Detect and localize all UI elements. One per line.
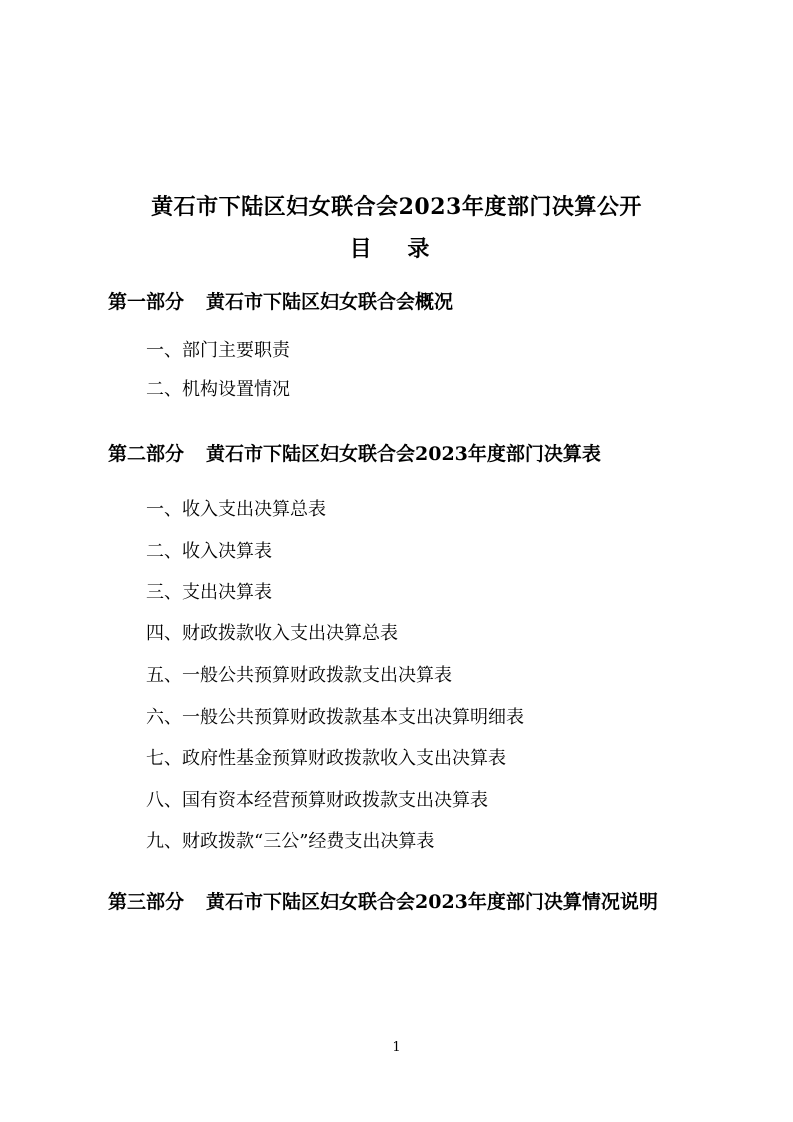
toc-item: 八、国有资本经营预算财政拨款支出决算表 [146, 790, 488, 811]
toc-item: 二、机构设置情况 [146, 379, 290, 400]
toc-heading: 目 录 [349, 236, 444, 262]
toc-item: 三、支出决算表 [146, 582, 272, 603]
toc-item: 二、收入决算表 [146, 541, 272, 562]
part-number: 第二部分 [108, 443, 185, 465]
toc-item: 五、一般公共预算财政拨款支出决算表 [146, 665, 452, 686]
part-title: 黄石市下陆区妇女联合会概况 [206, 291, 454, 313]
part-heading-2 [108, 434, 708, 474]
part-number: 第三部分 [108, 891, 185, 913]
document-title: 黄石市下陆区妇女联合会2023年度部门决算公开 [151, 194, 642, 220]
toc-item: 四、财政拨款收入支出决算总表 [146, 623, 398, 644]
part-heading-3 [108, 882, 708, 922]
toc-item: 一、收入支出决算总表 [146, 499, 326, 520]
part-title: 黄石市下陆区妇女联合会2023年度部门决算情况说明 [206, 891, 658, 913]
page-number: 1 [392, 1040, 401, 1055]
toc-item: 六、一般公共预算财政拨款基本支出决算明细表 [146, 707, 524, 728]
part-title: 黄石市下陆区妇女联合会2023年度部门决算表 [206, 443, 601, 465]
toc-item: 七、政府性基金预算财政拨款收入支出决算表 [146, 748, 506, 769]
part-heading-1 [108, 282, 708, 322]
toc-item: 一、部门主要职责 [146, 340, 290, 361]
toc-item: 九、财政拨款“三公”经费支出决算表 [146, 831, 435, 852]
part-number: 第一部分 [108, 291, 185, 313]
